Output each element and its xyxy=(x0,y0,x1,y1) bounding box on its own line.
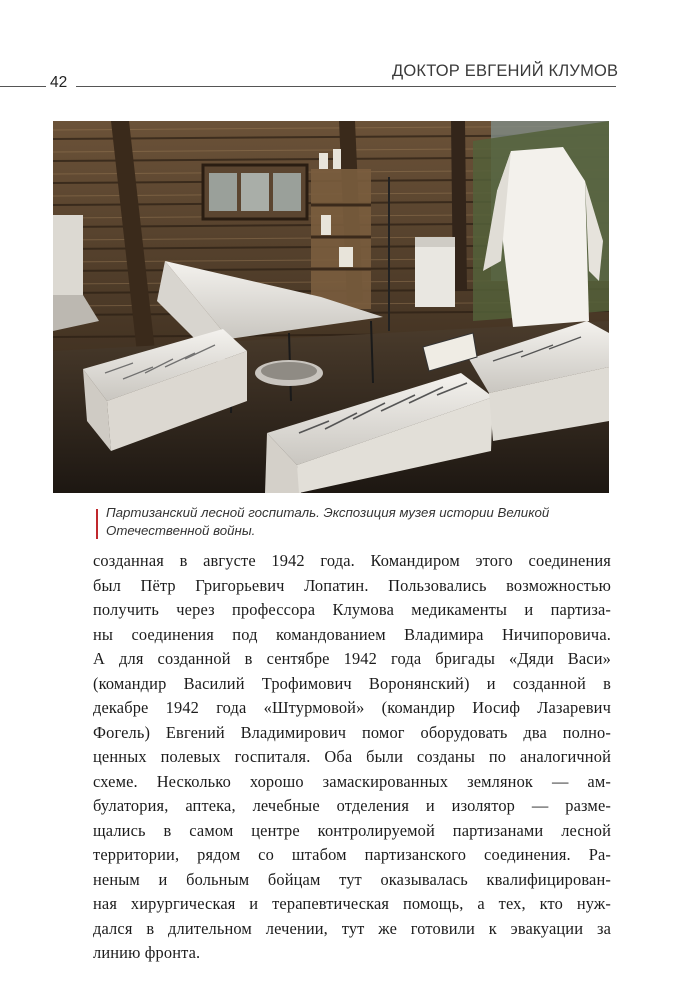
body-line: Фогель) Евгений Владимирович помог оборудовать два полно- xyxy=(93,722,611,742)
body-line: А для созданной в сентябре 1942 года бригады «Дяди Васи» xyxy=(93,649,611,668)
running-head: ДОКТОР ЕВГЕНИЙ КЛУМОВ xyxy=(392,62,619,80)
caption-line: Партизанский лесной госпиталь. Экспозиция музея истории Великой xyxy=(106,505,550,520)
body-line: получить через профессора Клумова медикаменты и партиза- xyxy=(93,600,611,619)
body-line: линию фронта. xyxy=(93,943,201,962)
caption-line: Отечественной войны. xyxy=(106,523,256,538)
body-line: созданная в августе 1942 года. Командиром этого соединения xyxy=(93,551,611,570)
header-rule-left xyxy=(0,86,46,87)
page-number: 42 xyxy=(50,74,68,91)
body-line: ная хирургическая и терапевтическая помощь, а тех, кто нуж- xyxy=(93,894,611,913)
body-line: щались в самом центре контролируемой партизанами лесной xyxy=(93,820,611,840)
body-line: (командир Василий Трофимович Воронянский) и созданной в xyxy=(93,673,611,693)
body-line: декабре 1942 года «Штурмовой» (командир Иосиф Лазаревич xyxy=(93,698,611,717)
figure-caption xyxy=(106,504,586,540)
museum-photo xyxy=(53,121,609,493)
body-line: дался в длительном лечении, тут же готовили к эвакуации за xyxy=(93,918,611,938)
header-rule-right xyxy=(76,86,616,87)
body-line: ны соединения под командованием Владимира Ничипоровича. xyxy=(93,624,611,644)
body-line: ценных полевых госпиталя. Оба были созданы по аналогичной xyxy=(93,747,611,766)
body-line: неным и больным бойцам тут оказывалась квалифицирован- xyxy=(93,869,611,889)
body-text xyxy=(93,549,611,966)
body-line: схеме. Несколько хорошо замаскированных землянок — ам- xyxy=(93,771,611,791)
body-line: территории, рядом со штабом партизанского соединения. Ра- xyxy=(93,845,611,864)
body-line: булатория, аптека, лечебные отделения и изолятор — разме- xyxy=(93,796,611,815)
body-line: был Пётр Григорьевич Лопатин. Пользовались возможностью xyxy=(93,575,611,595)
caption-accent-bar xyxy=(96,509,98,539)
